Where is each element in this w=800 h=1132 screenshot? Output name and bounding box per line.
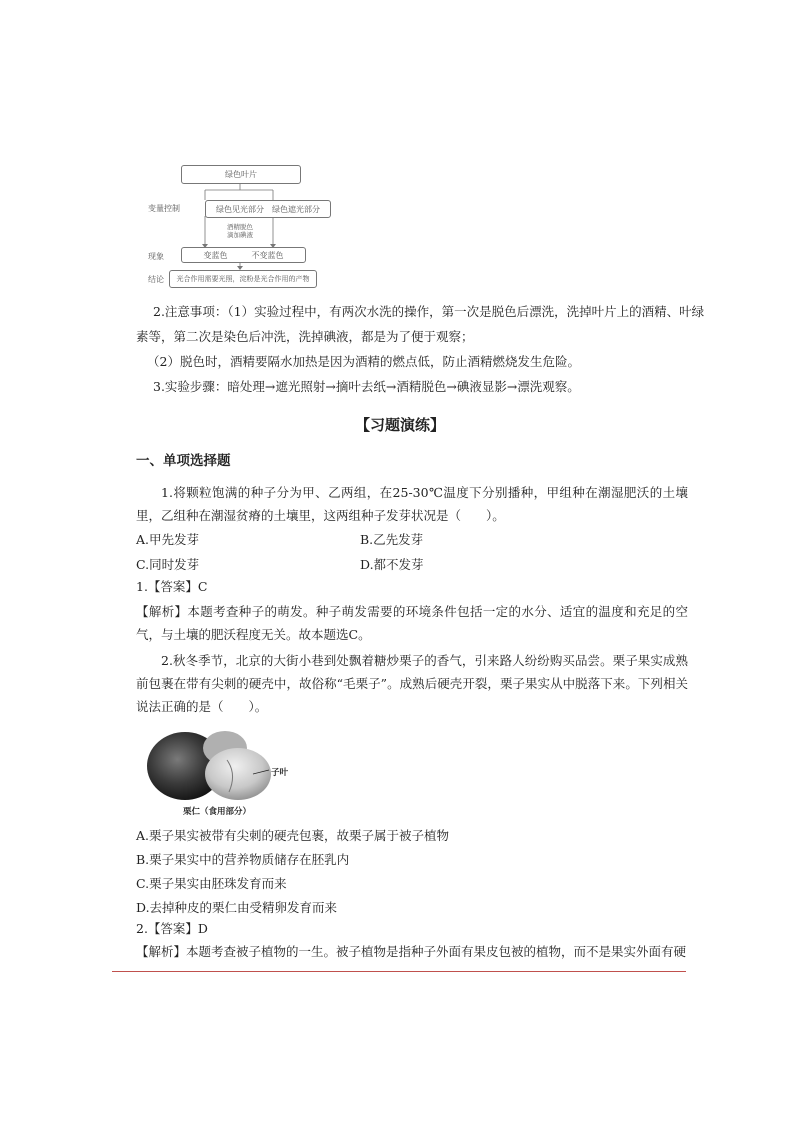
chestnut-figure [143, 726, 293, 818]
q1-answer: 1.【答案】C [136, 579, 208, 594]
exercise-heading: 【习题演练】 [354, 416, 445, 434]
q2-option-d: D.去掉种皮的栗仁由受精卵发育而来 [136, 900, 338, 915]
section-title: 一、单项选择题 [136, 453, 231, 469]
diagram-light-part: 绿色见光部分 [216, 204, 264, 214]
figure-caption: 栗仁（食用部分） [183, 807, 252, 817]
experiment-flow-diagram [143, 160, 323, 290]
q1-option-a: A.甲先发芽 [136, 532, 200, 547]
diagram-label-control: 变量控制 [148, 204, 180, 213]
diagram-box-phenomenon [181, 247, 306, 263]
diagram-label-conclusion: 结论 [148, 275, 164, 284]
diagram-box-green-leaf: 绿色叶片 [181, 165, 301, 184]
q2-option-c: C.栗子果实由胚珠发育而来 [136, 876, 287, 891]
diagram-dark-part: 绿色遮光部分 [272, 204, 320, 214]
q1-analysis: 【解析】本题考查种子的萌发。种子萌发需要的环境条件包括一定的水分、适宜的温度和充足的空气，与土壤的肥沃程度无关。故本题选C。 [136, 604, 688, 642]
diagram-middle-steps: 酒精脱色 滴加碘液 [227, 223, 253, 239]
q1-stem: 1.将颗粒饱满的种子分为甲、乙两组，在25-30℃温度下分别播种，甲组种在潮湿肥沃的土壤里，乙组种在潮湿贫瘠的土壤里，这两组种子发芽状况是（ ）。 [136, 485, 688, 523]
note3: 3.实验步骤：暗处理→遮光照射→摘叶去纸→酒精脱色→碘液显影→漂洗观察。 [153, 379, 580, 394]
note2-line1: 2.注意事项：（1）实验过程中，有两次水洗的操作，第一次是脱色后漂洗，洗掉叶片上的酒精、叶绿 [153, 304, 705, 319]
diagram-box-variables [205, 200, 331, 218]
q1-option-c: C.同时发芽 [136, 557, 200, 572]
footer-rule [112, 971, 686, 972]
cotyledon-label: 子叶 [271, 768, 289, 778]
q2-option-b: B.栗子果实中的营养物质储存在胚乳内 [136, 852, 350, 867]
q1-option-b: B.乙先发芽 [360, 532, 424, 547]
q1-option-d: D.都不发芽 [360, 557, 424, 572]
q2-answer: 2.【答案】D [136, 921, 208, 936]
note2-sub2: （2）脱色时，酒精要隔水加热是因为酒精的燃点低，防止酒精燃烧发生危险。 [147, 354, 580, 369]
note2-line2: 素等，第二次是染色后冲洗，洗掉碘液，都是为了便于观察； [136, 329, 474, 344]
q2-analysis: 【解析】本题考查被子植物的一生。被子植物是指种子外面有果皮包被的植物，而不是果实外面有硬 [136, 944, 687, 959]
diagram-box-conclusion: 光合作用需要光照，淀粉是光合作用的产物 [169, 270, 317, 288]
diagram-blue: 变蓝色 [203, 250, 228, 260]
diagram-label-phenomenon: 现象 [148, 252, 164, 261]
q2-option-a: A.栗子果实被带有尖刺的硬壳包裹，故栗子属于被子植物 [136, 828, 450, 843]
q2-stem: 2.秋冬季节，北京的大街小巷到处飘着糖炒栗子的香气，引来路人纷纷购买品尝。栗子果实成熟前包裹在带有尖刺的硬壳中，故俗称“毛栗子”。成熟后硬壳开裂，栗子果实从中脱落下来。下列相关说法正确的是（ ）。 [136, 653, 688, 714]
diagram-not-blue: 不变蓝色 [251, 250, 284, 260]
